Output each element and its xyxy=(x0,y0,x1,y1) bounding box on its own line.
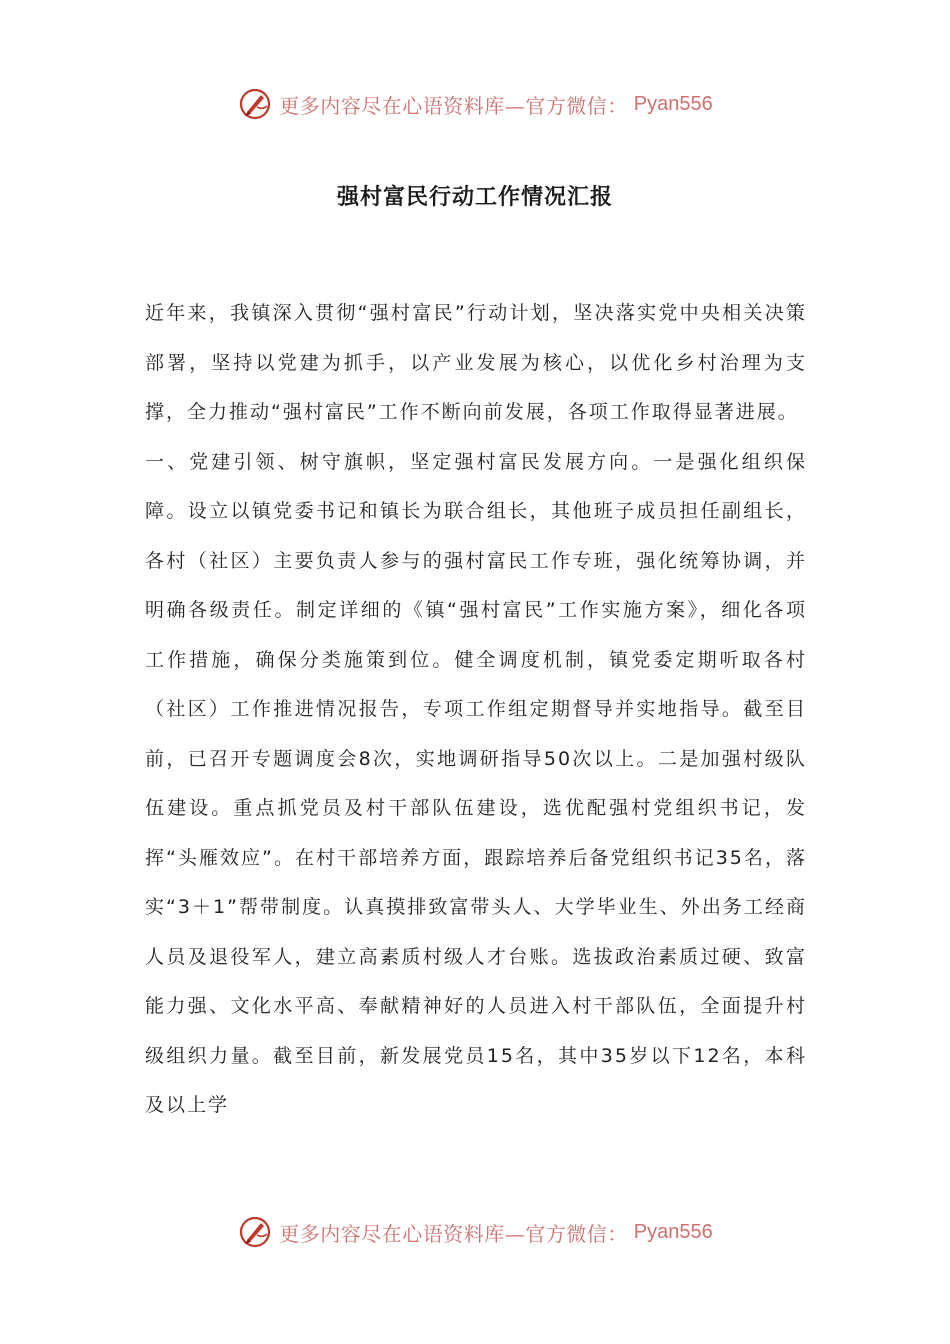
header-watermark xyxy=(0,84,950,124)
watermark-text: 更多内容尽在心语资料库—官方微信： xyxy=(279,1221,628,1246)
watermark-wechat-handle: Pyan556 xyxy=(633,92,713,115)
paragraph-section-one: 一、党建引领、树守旗帜，坚定强村富民发展方向。一是强化组织保障。设立以镇党委书记和镇长为联合组长，其他班子成员担任副组长，各村（社区）主要负责人参与的强村富民工作专班，强化统筹协调，并明确各级责任。制定详细的《镇“强村富民”工作实施方案》，细化各项工作措施，确保分类施策到位。健全调度机制，镇党委定期听取各村（社区）工作推进情况报告，专项工作组定期督导并实地指导。截至目前，已召开专题调度会8次，实地调研指导50次以上。二是加强村级队伍建设。重点抓党员及村干部队伍建设，选优配强村党组织书记，发挥“头雁效应”。在村干部培养方面，跟踪培养后备党组织书记35名，落实“3＋1”帮带制度。认真摸排致富带头人、大学毕业生、外出务工经商人员及退役军人，建立高素质村级人才台账。选拔政治素质过硬、致富能力强、文化水平高、奉献精神好的人员进入村干部队伍，全面提升村级组织力量。截至目前，新发展党员15名，其中35岁以下12名，本科及以上学 xyxy=(145,450,807,1116)
watermark-wechat-handle: Pyan556 xyxy=(633,1220,713,1243)
document-title: 强村富民行动工作情况汇报 xyxy=(336,185,613,210)
pen-circle-logo-icon xyxy=(237,1214,273,1250)
paragraph-intro: 近年来，我镇深入贯彻“强村富民”行动计划，坚决落实党中央相关决策部署，坚持以党建为抓手，以产业发展为核心，以优化乡村治理为支撑，全力推动“强村富民”工作不断向前发展，各项工作取得显著进展。 xyxy=(145,302,807,423)
watermark-text: 更多内容尽在心语资料库—官方微信： xyxy=(279,93,628,118)
document-body xyxy=(145,289,807,1131)
footer-watermark xyxy=(0,1212,950,1252)
pen-circle-logo-icon xyxy=(237,86,273,122)
